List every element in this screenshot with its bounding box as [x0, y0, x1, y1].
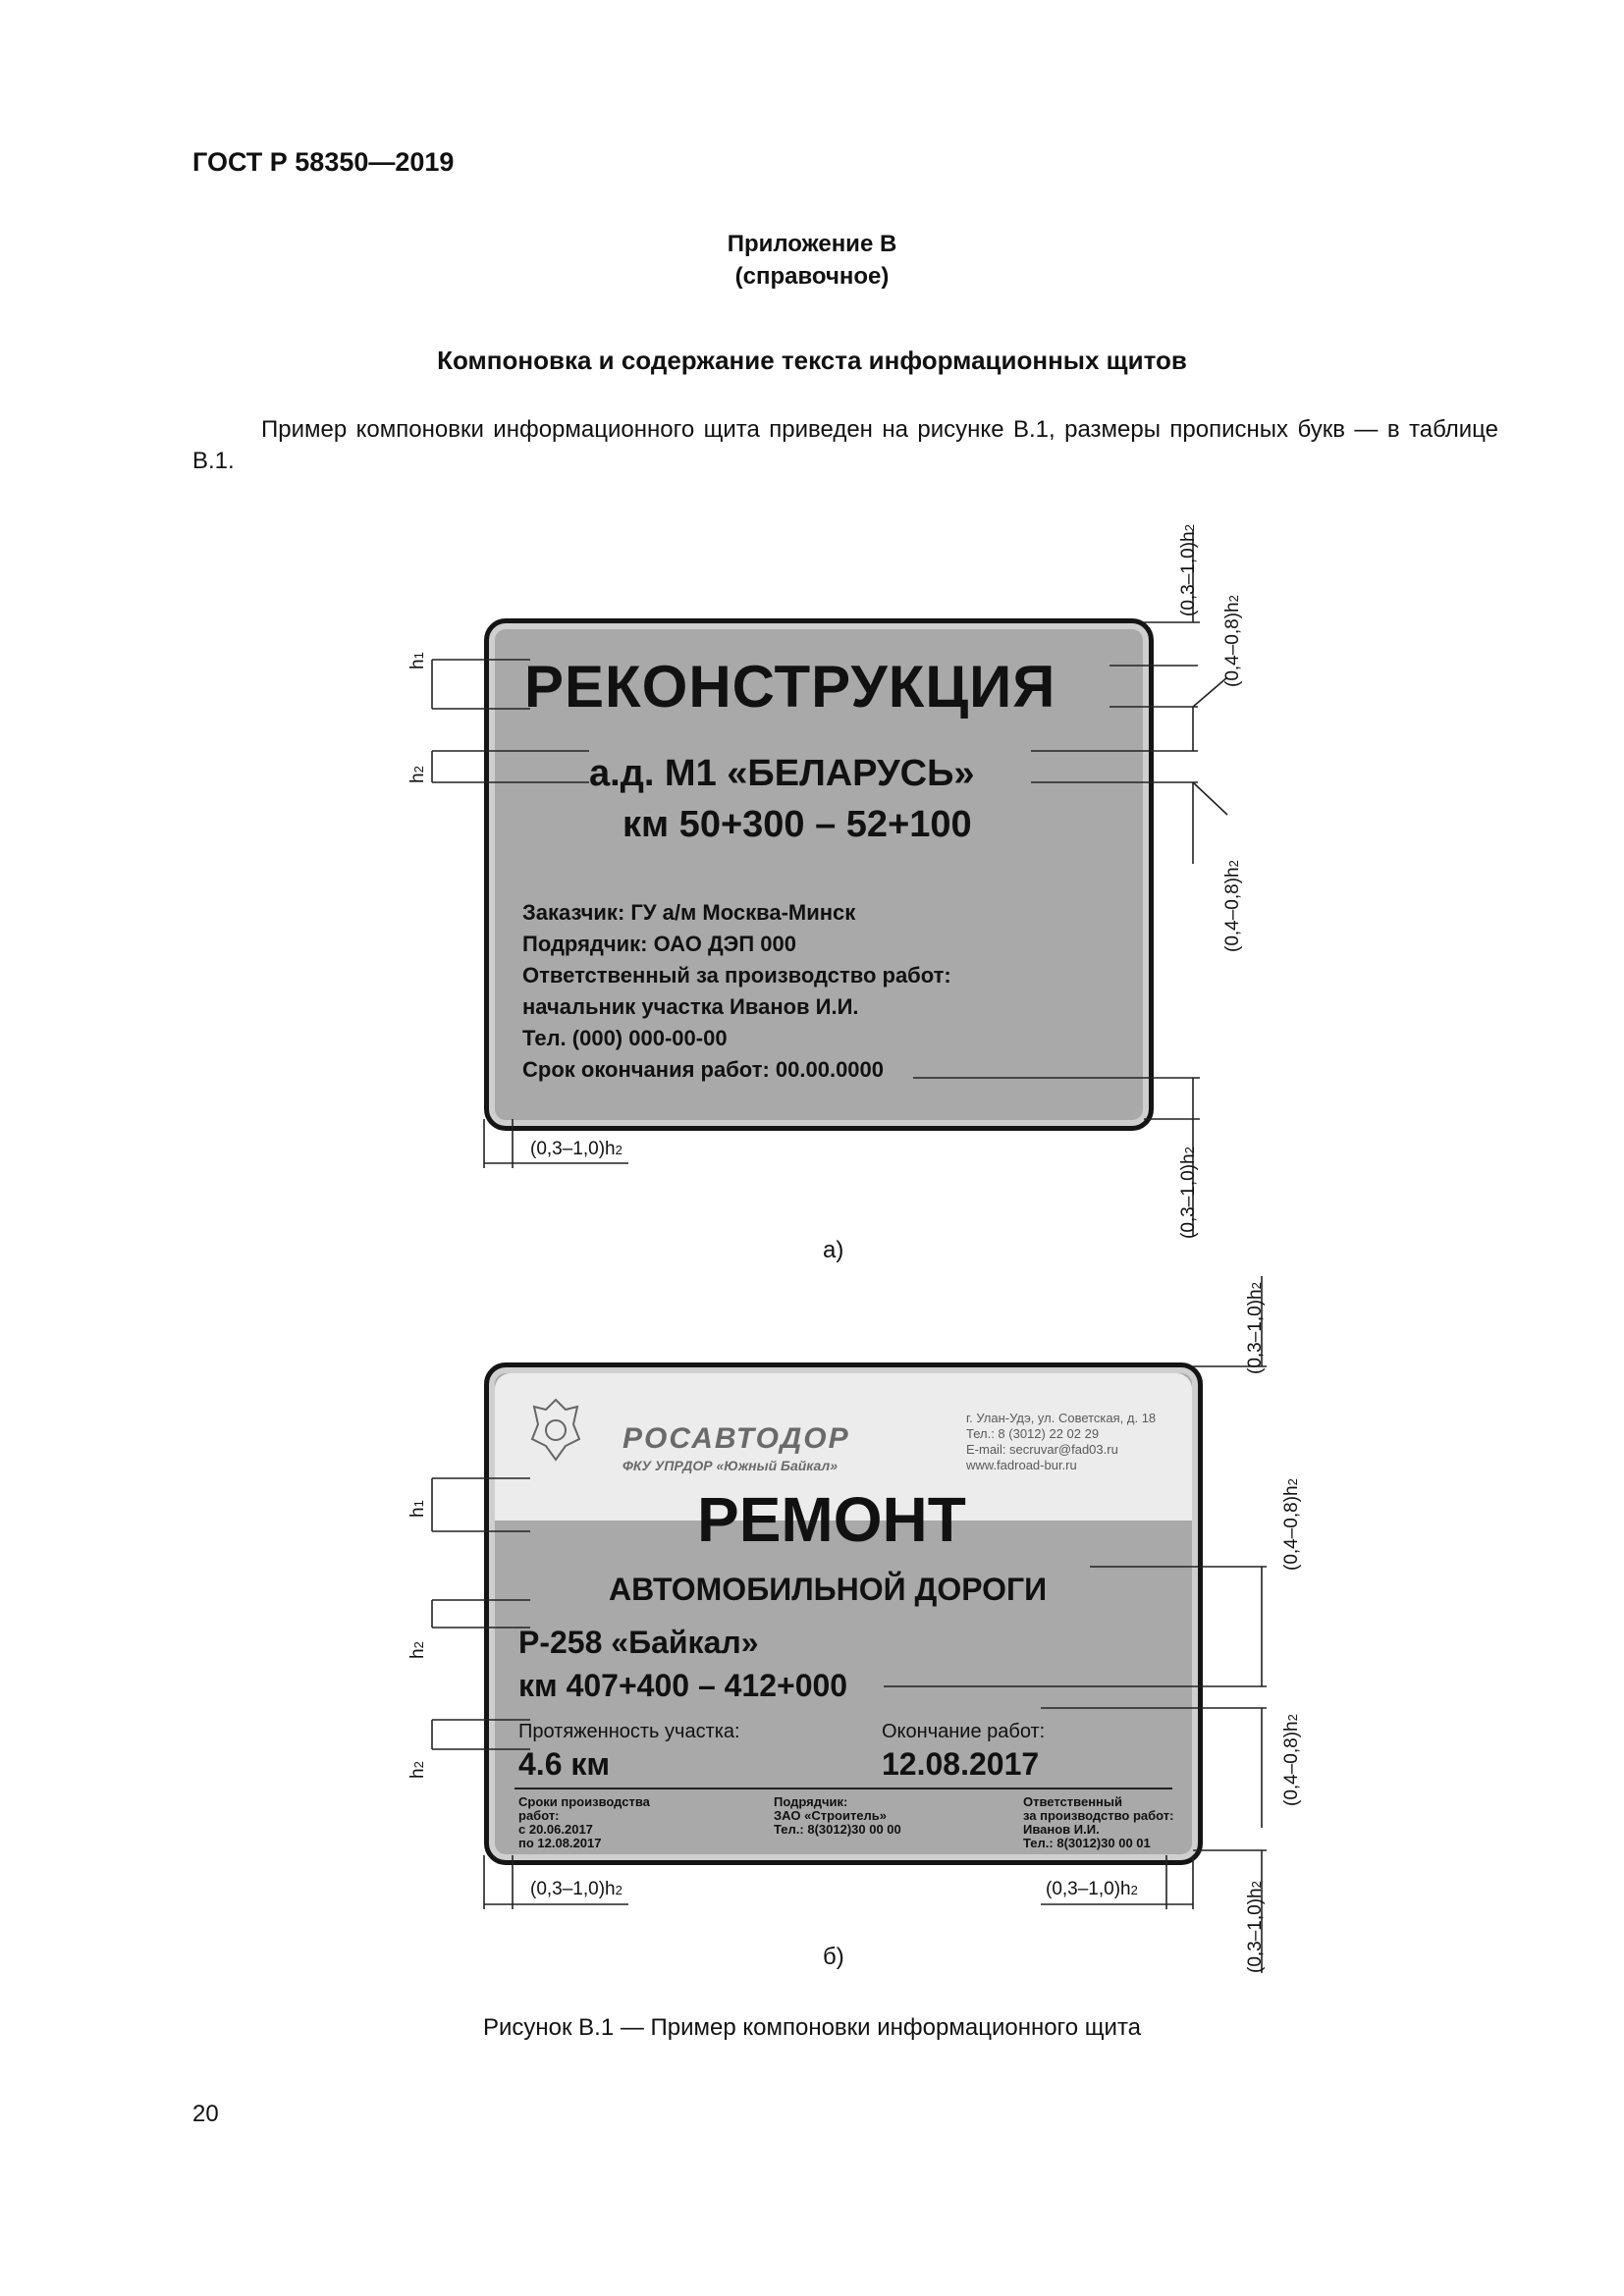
dim-range: (0,3–1,0) — [1245, 1897, 1266, 1973]
info-col-3-line: Тел.: 8(3012)30 00 01 — [1023, 1836, 1151, 1850]
dim-range: (0,3–1,0) — [1245, 1299, 1266, 1374]
board-a-km: км 50+300 – 52+100 — [623, 804, 972, 845]
info-col-1-line: по 12.08.2017 — [518, 1836, 602, 1850]
appendix-status: (справочное) — [734, 263, 890, 290]
board-a-line: Тел. (000) 000-00-00 — [522, 1026, 728, 1050]
dim-sub: 2 — [1182, 524, 1197, 532]
contact-line: E-mail: secruvar@fad03.ru — [966, 1442, 1118, 1457]
dim-h: h — [605, 1879, 616, 1899]
dim-range: (0,4–0,8) — [1222, 877, 1243, 952]
dim-range: (0,4–0,8) — [1222, 612, 1243, 687]
dim-sub: 2 — [1249, 1881, 1264, 1889]
dim-h: h — [1178, 531, 1199, 542]
info-col-3 — [1023, 1795, 1173, 1850]
info-col-1-line: с 20.06.2017 — [518, 1822, 593, 1837]
info-col-3-line: Ответственный — [1023, 1794, 1122, 1809]
dim-range: (0,3–1,0) — [1046, 1879, 1121, 1899]
logo-subtitle: ФКУ УПРДОР «Южный Байкал» — [623, 1458, 838, 1473]
appendix-heading — [0, 228, 1624, 293]
info-col-1-line: Сроки производства — [518, 1794, 650, 1809]
dim-h: h — [1120, 1879, 1131, 1899]
dim-sub: 2 — [1226, 860, 1241, 868]
board-a-line: Подрядчик: ОАО ДЭП 000 — [522, 932, 796, 956]
contact-line: Тел.: 8 (3012) 22 02 29 — [966, 1426, 1100, 1441]
dim-h1-a — [407, 652, 429, 669]
dim-range: (0,3–1,0) — [530, 1879, 606, 1899]
end-value: 12.08.2017 — [882, 1746, 1040, 1782]
dim-h: h — [1245, 1289, 1266, 1300]
board-a-road: а.д. М1 «БЕЛАРУСЬ» — [589, 753, 975, 794]
dim-h1-b — [407, 1500, 429, 1518]
dim-h: h — [407, 1768, 428, 1779]
dim-range: (0,4–0,8) — [1281, 1495, 1302, 1571]
dim-sub: 2 — [1130, 1883, 1138, 1897]
dim-sub: 1 — [411, 1500, 426, 1508]
board-divider — [514, 1788, 1172, 1789]
board-b-km: км 407+400 – 412+000 — [518, 1668, 848, 1703]
dim-sub: 2 — [1285, 1478, 1300, 1486]
board-b-subtitle: АВТОМОБИЛЬНОЙ ДОРОГИ — [609, 1572, 1048, 1607]
length-value: 4.6 км — [518, 1746, 611, 1782]
board-a-line: Срок окончания работ: 00.00.0000 — [522, 1057, 885, 1082]
info-col-2 — [774, 1795, 901, 1837]
dim-sub: 2 — [1182, 1147, 1197, 1154]
board-a-title: РЕКОНСТРУКЦИЯ — [524, 654, 1056, 720]
dim-h: h — [1281, 1485, 1302, 1496]
board-b-road: Р-258 «Байкал» — [518, 1625, 759, 1660]
info-col-3-line: Иванов И.И. — [1023, 1822, 1100, 1837]
dim-h: h — [1178, 1153, 1199, 1164]
dim-h: h — [407, 1648, 428, 1659]
page-number: 20 — [192, 2101, 219, 2127]
document-header: ГОСТ Р 58350—2019 — [192, 147, 455, 177]
info-col-3-line: за производство работ: — [1023, 1808, 1174, 1823]
dim-h2-a — [407, 766, 429, 783]
dim-sub: 2 — [411, 1761, 426, 1769]
dim-sub: 2 — [615, 1883, 623, 1897]
dim-mid-right-a — [1222, 595, 1244, 687]
length-label: Протяженность участка: — [518, 1721, 740, 1742]
dim-sub: 2 — [1226, 595, 1241, 603]
dim-bottom-left-b — [530, 1879, 623, 1900]
dim-sub: 2 — [1285, 1714, 1300, 1722]
dim-h: h — [1222, 602, 1243, 613]
dim-mid-right-b — [1281, 1478, 1303, 1571]
dim-bottom-left-a — [530, 1139, 623, 1160]
appendix-title: Приложение В — [727, 231, 897, 257]
board-a-line: Заказчик: ГУ а/м Москва-Минск — [522, 900, 856, 925]
dim-range: (0,3–1,0) — [1178, 1163, 1199, 1239]
dim-h2-b — [407, 1641, 429, 1659]
figure-b-label: б) — [823, 1944, 844, 1970]
contact-line: г. Улан-Удэ, ул. Советская, д. 18 — [966, 1411, 1157, 1425]
dim-range: (0,3–1,0) — [1178, 541, 1199, 616]
emblem-icon — [526, 1395, 585, 1464]
info-col-1-line: работ: — [518, 1808, 560, 1823]
dim-sub: 1 — [411, 652, 426, 660]
dim-h: h — [1281, 1721, 1302, 1732]
dim-range: (0,3–1,0) — [530, 1139, 606, 1159]
board-b-title: РЕМОНТ — [697, 1484, 966, 1555]
section-title: Компоновка и содержание текста информационных щитов — [437, 346, 1187, 375]
intro-paragraph: Пример компоновки информационного щита приведен на рисунке В.1, размеры прописных букв — в таблице В.1. — [192, 416, 1498, 474]
dim-h: h — [407, 659, 428, 669]
dim-sub: 2 — [1249, 1282, 1264, 1290]
info-col-2-line: ЗАО «Строитель» — [774, 1808, 888, 1823]
dim-bottom-right-horizontal-b — [1046, 1879, 1138, 1900]
dim-range: (0,4–0,8) — [1281, 1731, 1302, 1806]
dim-h: h — [605, 1139, 616, 1159]
dim-sub: 2 — [411, 1641, 426, 1649]
info-board-b — [484, 1362, 1203, 1865]
contact-line: www.fadroad-bur.ru — [966, 1458, 1077, 1472]
board-a-line: Ответственный за производство работ: — [522, 963, 951, 988]
dim-top-right-a — [1178, 524, 1200, 616]
dim-h: h — [1222, 867, 1243, 878]
dim-top-right-b — [1245, 1282, 1267, 1374]
dim-bottom-right-b — [1245, 1881, 1267, 1973]
dim-h: h — [407, 773, 428, 783]
dim-lower-right-b — [1281, 1714, 1303, 1806]
dim-h2-b-lower — [407, 1761, 429, 1779]
dim-h: h — [407, 1507, 428, 1518]
figure-a-label: а) — [823, 1237, 844, 1263]
dim-h: h — [1245, 1888, 1266, 1898]
logo-name: РОСАВТОДОР — [623, 1422, 850, 1455]
info-col-1 — [518, 1795, 650, 1850]
dim-sub: 2 — [411, 766, 426, 774]
figure-caption: Рисунок В.1 — Пример компоновки информационного щита — [482, 2014, 1142, 2041]
end-label: Окончание работ: — [882, 1721, 1046, 1742]
dim-bottom-right-a — [1178, 1147, 1200, 1239]
info-col-2-line: Тел.: 8(3012)30 00 00 — [774, 1822, 901, 1837]
dim-sub: 2 — [615, 1143, 623, 1157]
board-a-line: начальник участка Иванов И.И. — [522, 994, 859, 1019]
info-board-a — [484, 618, 1154, 1131]
info-col-2-line: Подрядчик: — [774, 1794, 848, 1809]
dim-lower-right-a — [1222, 860, 1244, 952]
